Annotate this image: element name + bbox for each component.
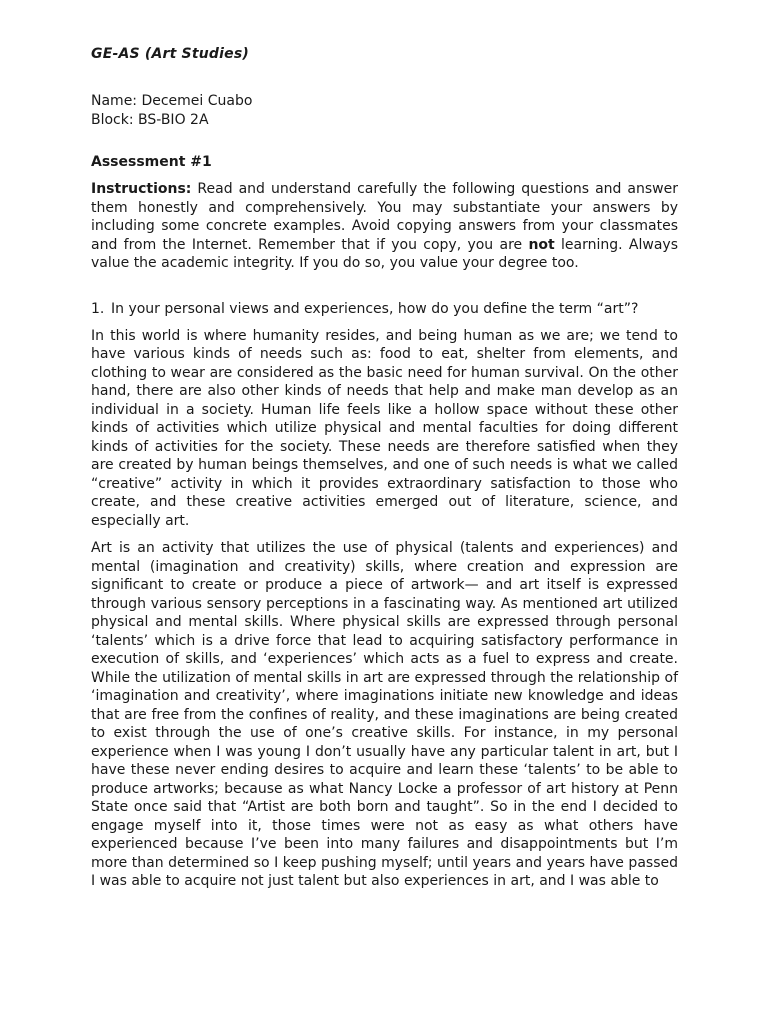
instructions-paragraph [91, 180, 678, 273]
answer-paragraph-2: Art is an activity that utilizes the use of physical (talents and experiences) and mental (imagination and creativity) skills, where creation and expression are significant to create or produce a piece of artwork— and art itself is expressed through various sensory perceptions in a fascinating way. As mentioned art utilized physical and mental skills. Where physical skills are expressed through personal ‘talents’ which is a drive force that lead to acquiring satisfactory performance in execution of skills, and ‘experiences’ which acts as a fuel to express and create. While the utilization of mental skills in art are expressed through the relationship of ‘imagination and creativity’, where imaginations initiate new knowledge and ideas that are free from the confines of reality, and these imaginations are being created to exist through the use of one’s creative skills. For instance, in my personal experience when I was young I don’t usually have any particular talent in art, but I have these never ending desires to acquire and learn these ‘talents’ to be able to produce artworks; because as what Nancy Locke a professor of art history at Penn State once said that “Artist are both born and taught”. So in the end I decided to engage myself into it, those times were not as easy as what others have experienced because I’ve been into many failures and disappointments but I’m more than determined so I keep pushing myself; until years and years have passed I was able to acquire not just talent but also experiences in art, and I was able to [91, 540, 678, 889]
student-block: Block: BS-BIO 2A [91, 111, 209, 128]
instructions-label: Instructions: [91, 181, 192, 197]
instructions-text-end: learning. Always value the academic integrity. If you do so, you value your degree too. [91, 236, 678, 271]
question-text: In your personal views and experiences, how do you define the term “art”? [111, 300, 639, 317]
question-1 [91, 300, 678, 318]
question-number: 1. [91, 300, 105, 317]
student-name: Name: Decemei Cuabo [91, 93, 253, 109]
document-page [91, 44, 678, 891]
student-info [91, 92, 678, 129]
answer-paragraph-1: In this world is where humanity resides, and being human as we are; we tend to have various kinds of needs such as: food to eat, shelter from elements, and clothing to wear are considered as the basic need for human survival. On the other hand, there are also other kinds of needs that help and make man develop as an individual in a society. Human life feels like a hollow space without these other kinds of activities which utilize physical and mental faculties for doing different kinds of activities for the society. These needs are therefore satisfied when they are created by human beings themselves, and one of such needs is what we called “creative” activity in which it provides extraordinary satisfaction to those who create, and these creative activities emerged out of literature, science, and especially art. [91, 327, 678, 529]
instructions-text-start: Read and understand carefully the following questions and answer them honestly and comprehensively. You may substantiate your answers by including some concrete examples. Avoid copying answers from your classmates and from the Internet. Remember that if you copy, you are [91, 181, 678, 253]
instructions-emphasis: not [528, 236, 555, 253]
course-title: GE-AS (Art Studies) [91, 46, 249, 62]
assessment-title: Assessment #1 [91, 154, 212, 170]
